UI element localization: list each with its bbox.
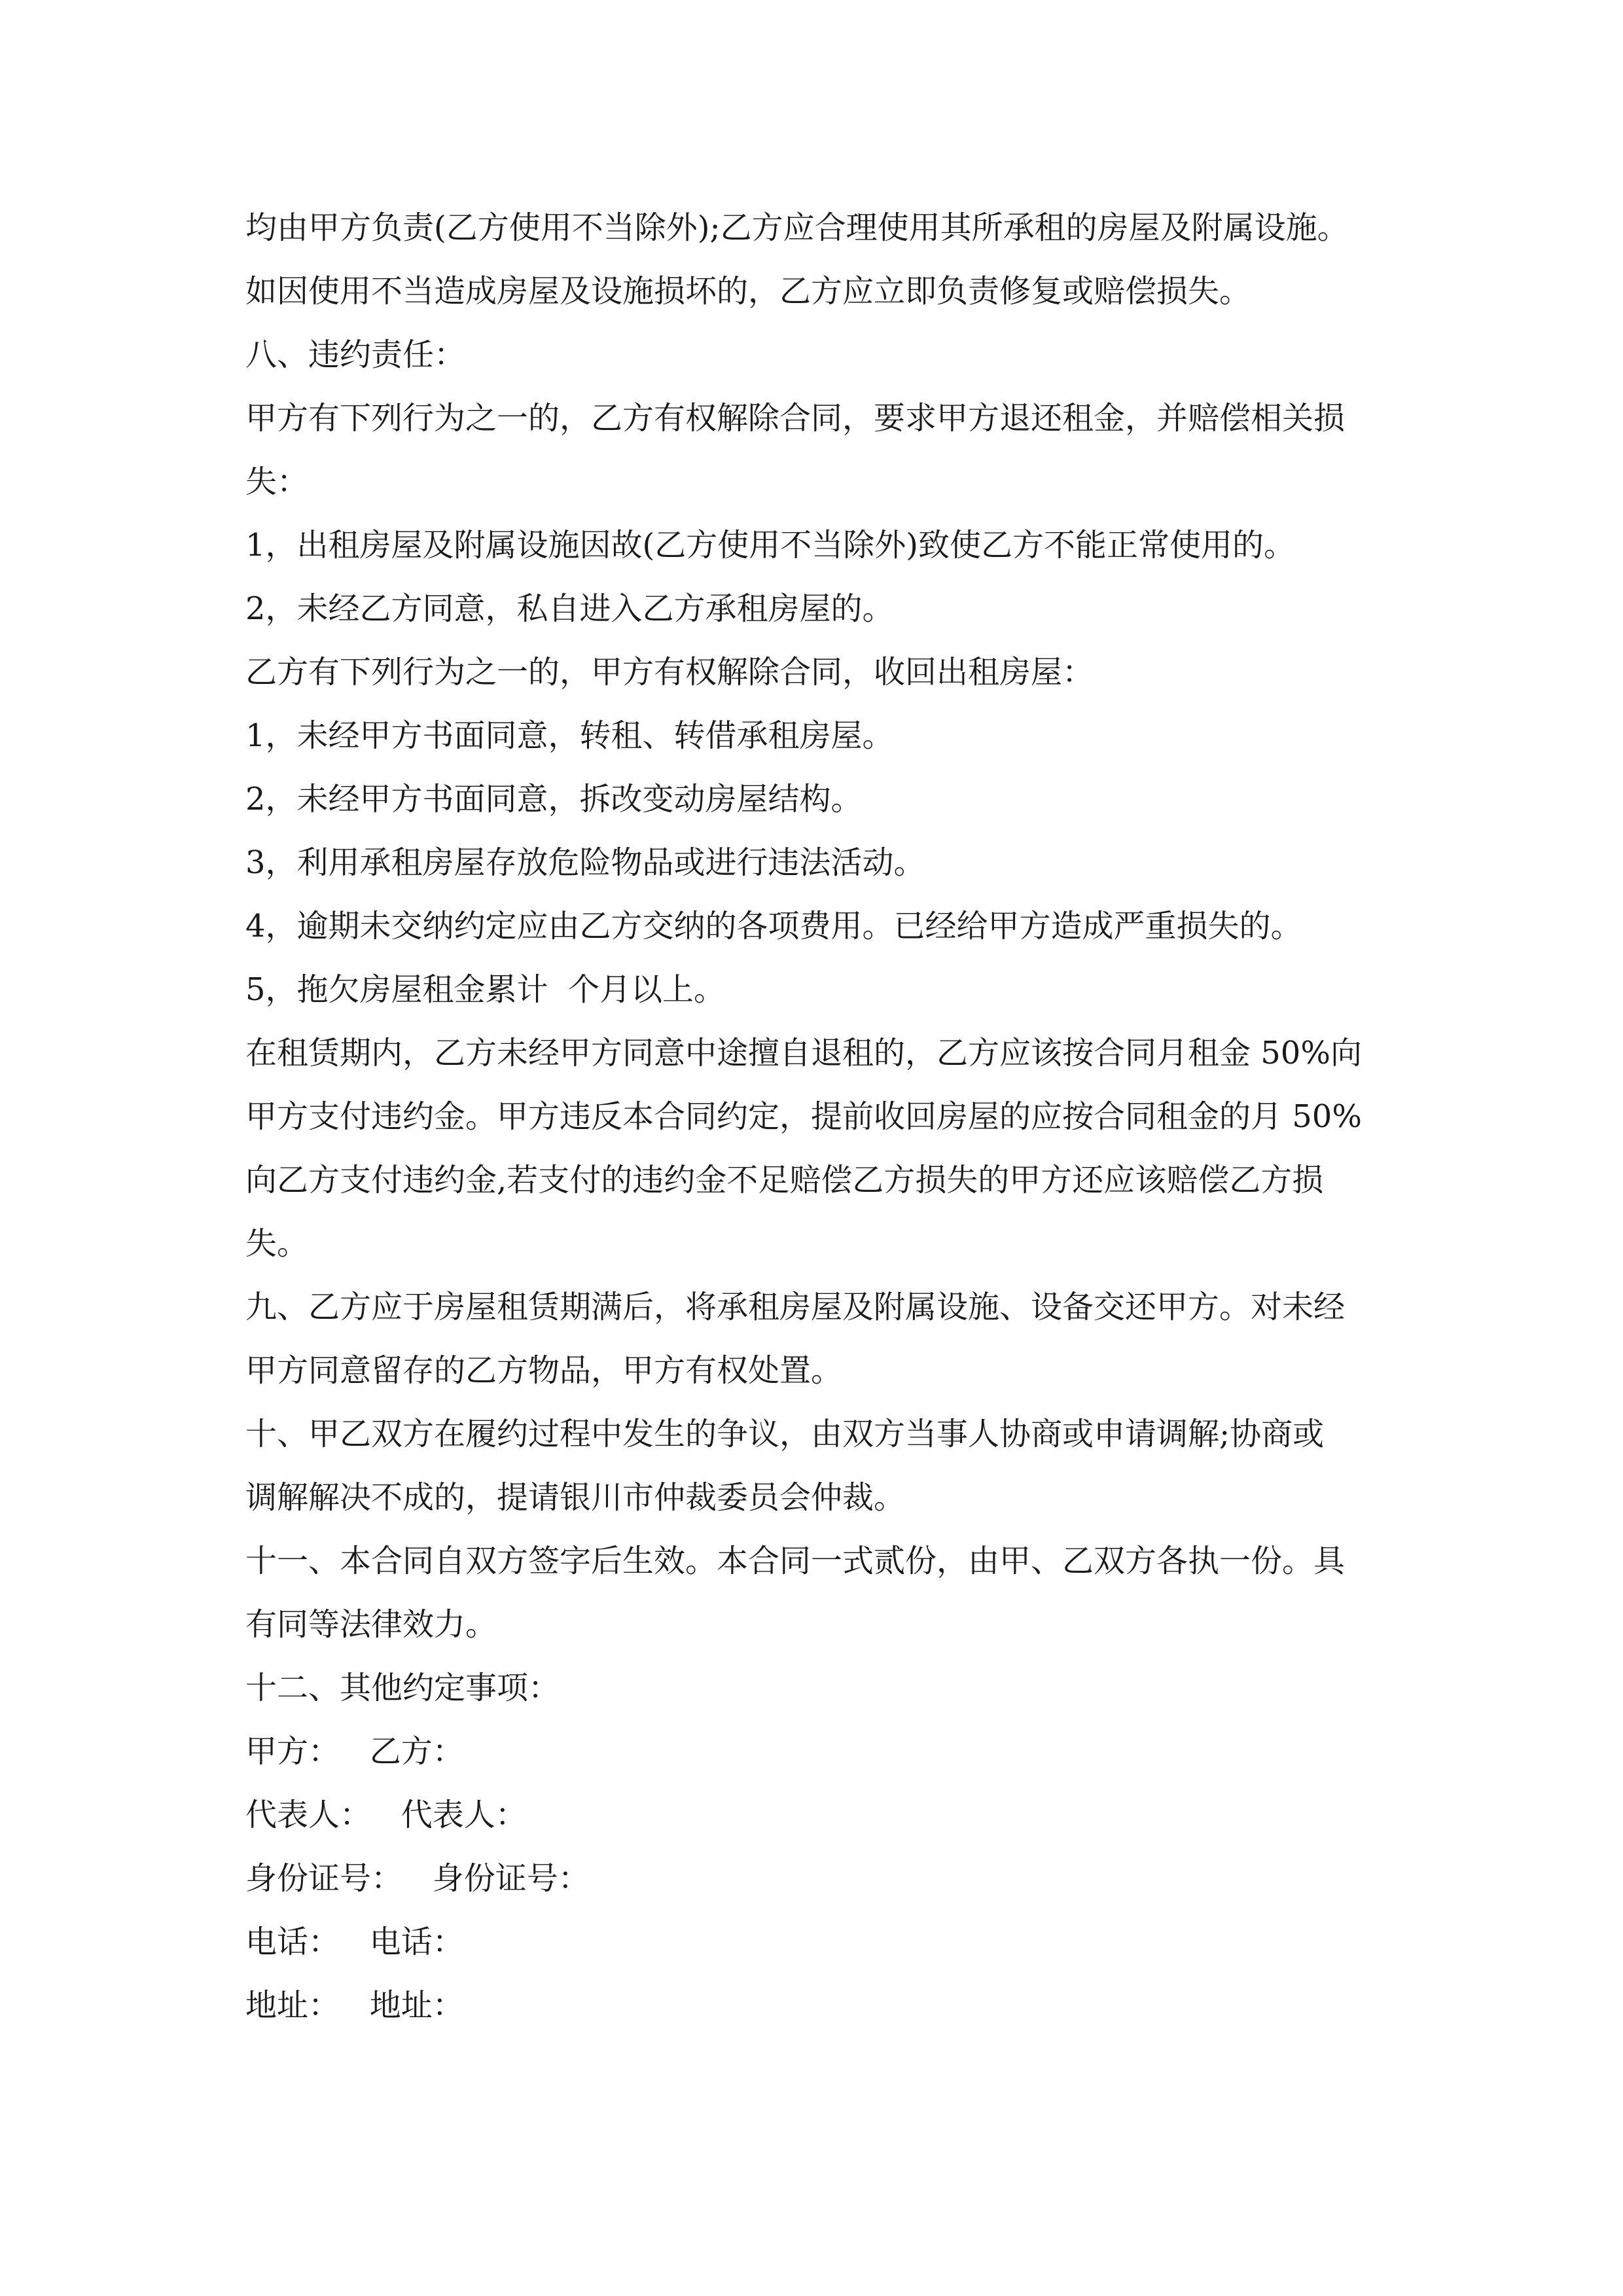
- signature-address-row: 地址： 地址：: [245, 1987, 464, 2024]
- contract-body: [245, 196, 1384, 2037]
- section-paragraph: 十、甲乙双方在履约过程中发生的争议，由双方当事人协商或申请调解;协商或: [245, 1416, 1325, 1452]
- paragraph-line: 失：: [245, 463, 309, 500]
- paragraph-line: 在租赁期内，乙方未经甲方同意中途擅自退租的，乙方应该按合同月租金 50%向: [245, 1035, 1362, 1071]
- paragraph-line: 如因使用不当造成房屋及设施损坏的，乙方应立即负责修复或赔偿损失。: [245, 273, 1251, 310]
- list-item: 5，拖欠房屋租金累计 个月以上。: [245, 971, 726, 1008]
- list-item: 1，未经甲方书面同意，转租、转借承租房屋。: [245, 717, 894, 754]
- section-heading: 八、违约责任：: [245, 336, 466, 373]
- signature-representative-row: 代表人： 代表人：: [245, 1797, 527, 1833]
- paragraph-line: 向乙方支付违约金,若支付的违约金不足赔偿乙方损失的甲方还应该赔偿乙方损: [245, 1162, 1324, 1198]
- section-heading: 十二、其他约定事项：: [245, 1670, 560, 1706]
- paragraph-line: 甲方有下列行为之一的，乙方有权解除合同，要求甲方退还租金，并赔偿相关损: [245, 400, 1346, 437]
- paragraph-line: 甲方同意留存的乙方物品，甲方有权处置。: [245, 1352, 843, 1389]
- list-item: 1，出租房屋及附属设施因故(乙方使用不当除外)致使乙方不能正常使用的。: [245, 527, 1295, 564]
- paragraph-line: 乙方有下列行为之一的，甲方有权解除合同，收回出租房屋：: [245, 654, 1094, 691]
- paragraph-line: 调解解决不成的，提请银川市仲裁委员会仲裁。: [245, 1479, 906, 1516]
- list-item: 2，未经甲方书面同意，拆改变动房屋结构。: [245, 781, 863, 817]
- section-paragraph: 十一、本合同自双方签字后生效。本合同一式贰份，由甲、乙双方各执一份。具: [245, 1543, 1346, 1579]
- paragraph-line: 均由甲方负责(乙方使用不当除外);乙方应合理使用其所承租的房屋及附属设施。: [245, 209, 1349, 246]
- signature-party-row: 甲方： 乙方：: [245, 1733, 464, 1770]
- signature-phone-row: 电话： 电话：: [245, 1924, 464, 1960]
- paragraph-line: 有同等法律效力。: [245, 1606, 497, 1643]
- list-item: 3，利用承租房屋存放危险物品或进行违法活动。: [245, 844, 925, 881]
- signature-id-row: 身份证号： 身份证号：: [245, 1860, 590, 1897]
- paragraph-line: 失。: [245, 1225, 309, 1262]
- section-paragraph: 九、乙方应于房屋租赁期满后，将承租房屋及附属设施、设备交还甲方。对未经: [245, 1289, 1346, 1325]
- paragraph-line: 甲方支付违约金。甲方违反本合同约定，提前收回房屋的应按合同租金的月 50%: [245, 1098, 1362, 1135]
- list-item: 2，未经乙方同意，私自进入乙方承租房屋的。: [245, 590, 894, 627]
- list-item: 4，逾期未交纳约定应由乙方交纳的各项费用。已经给甲方造成严重损失的。: [245, 908, 1302, 944]
